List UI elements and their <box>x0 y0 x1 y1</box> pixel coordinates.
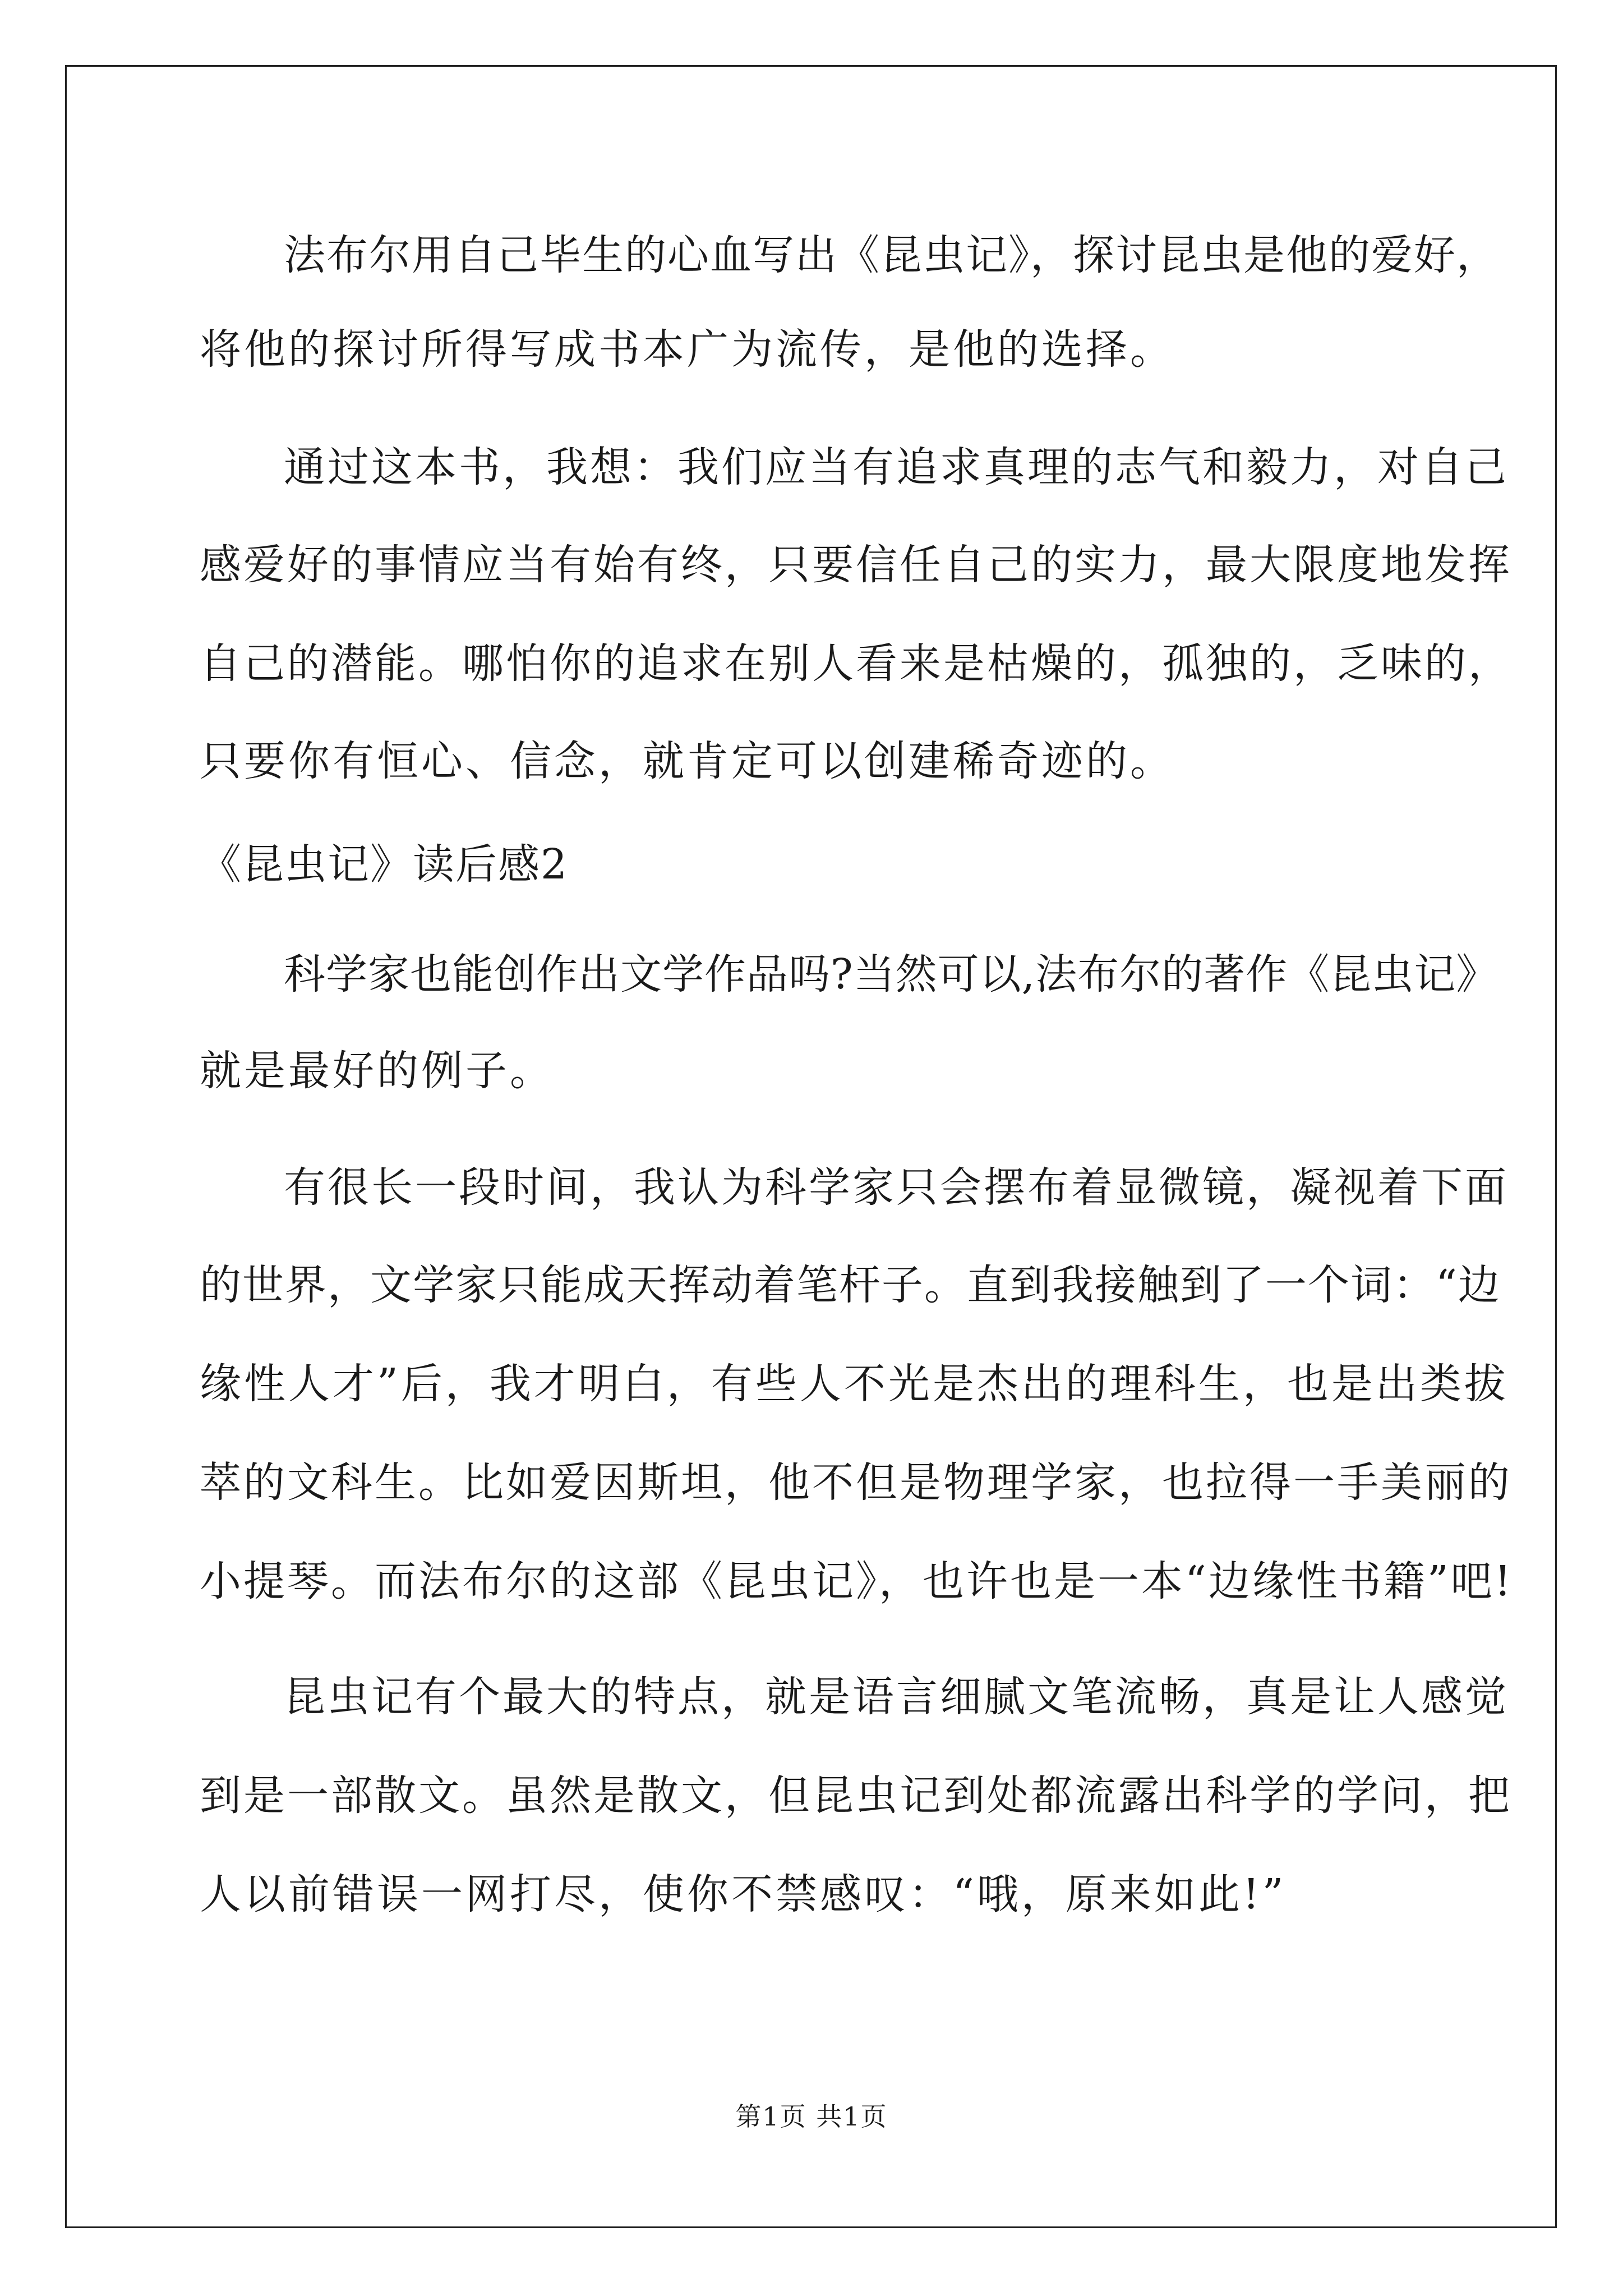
paragraph-line: 科学家也能创作出文学作品吗?当然可以,法布尔的著作《昆虫记》 <box>284 950 1498 999</box>
paragraph-line: 的世界，文学家只能成天挥动着笔杆子。直到我接触到了一个词：“边 <box>200 1261 1501 1309</box>
paragraph-line: 到是一部散文。虽然是散文，但昆虫记到处都流露出科学的学问，把 <box>200 1772 1512 1820</box>
section-heading: 《昆虫记》读后感2 <box>200 840 569 889</box>
page-number-footer: 第1页 共1页 <box>735 2101 888 2132</box>
paragraph-line: 通过这本书，我想：我们应当有追求真理的志气和毅力，对自己 <box>284 443 1509 491</box>
paragraph-line: 感爱好的事情应当有始有终，只要信任自己的实力，最大限度地发挥 <box>200 541 1512 589</box>
paragraph-line: 缘性人才”后，我才明白，有些人不光是杰出的理科生，也是出类拔 <box>200 1360 1509 1408</box>
paragraph-line: 昆虫记有个最大的特点，就是语言细腻文笔流畅，真是让人感觉 <box>284 1673 1509 1721</box>
paragraph-line: 小提琴。而法布尔的这部《昆虫记》，也许也是一本“边缘性书籍”吧! <box>200 1557 1514 1605</box>
paragraph-line: 就是最好的例子。 <box>200 1047 554 1095</box>
paragraph-line: 萃的文科生。比如爱因斯坦，他不但是物理学家，也拉得一手美丽的 <box>200 1458 1512 1507</box>
paragraph-line: 将他的探讨所得写成书本广为流传，是他的选择。 <box>200 325 1174 374</box>
paragraph-line: 有很长一段时间，我认为科学家只会摆布着显微镜，凝视着下面 <box>284 1163 1509 1212</box>
paragraph-line: 法布尔用自己毕生的心血写出《昆虫记》，探讨昆虫是他的爱好， <box>284 231 1499 279</box>
paragraph-line: 自己的潜能。哪怕你的追求在别人看来是枯燥的，孤独的，乏味的， <box>200 639 1512 688</box>
paragraph-line: 人以前错误一网打尽，使你不禁感叹：“哦，原来如此!” <box>200 1870 1287 1918</box>
paragraph-line: 只要你有恒心、信念，就肯定可以创建稀奇迹的。 <box>200 737 1174 785</box>
